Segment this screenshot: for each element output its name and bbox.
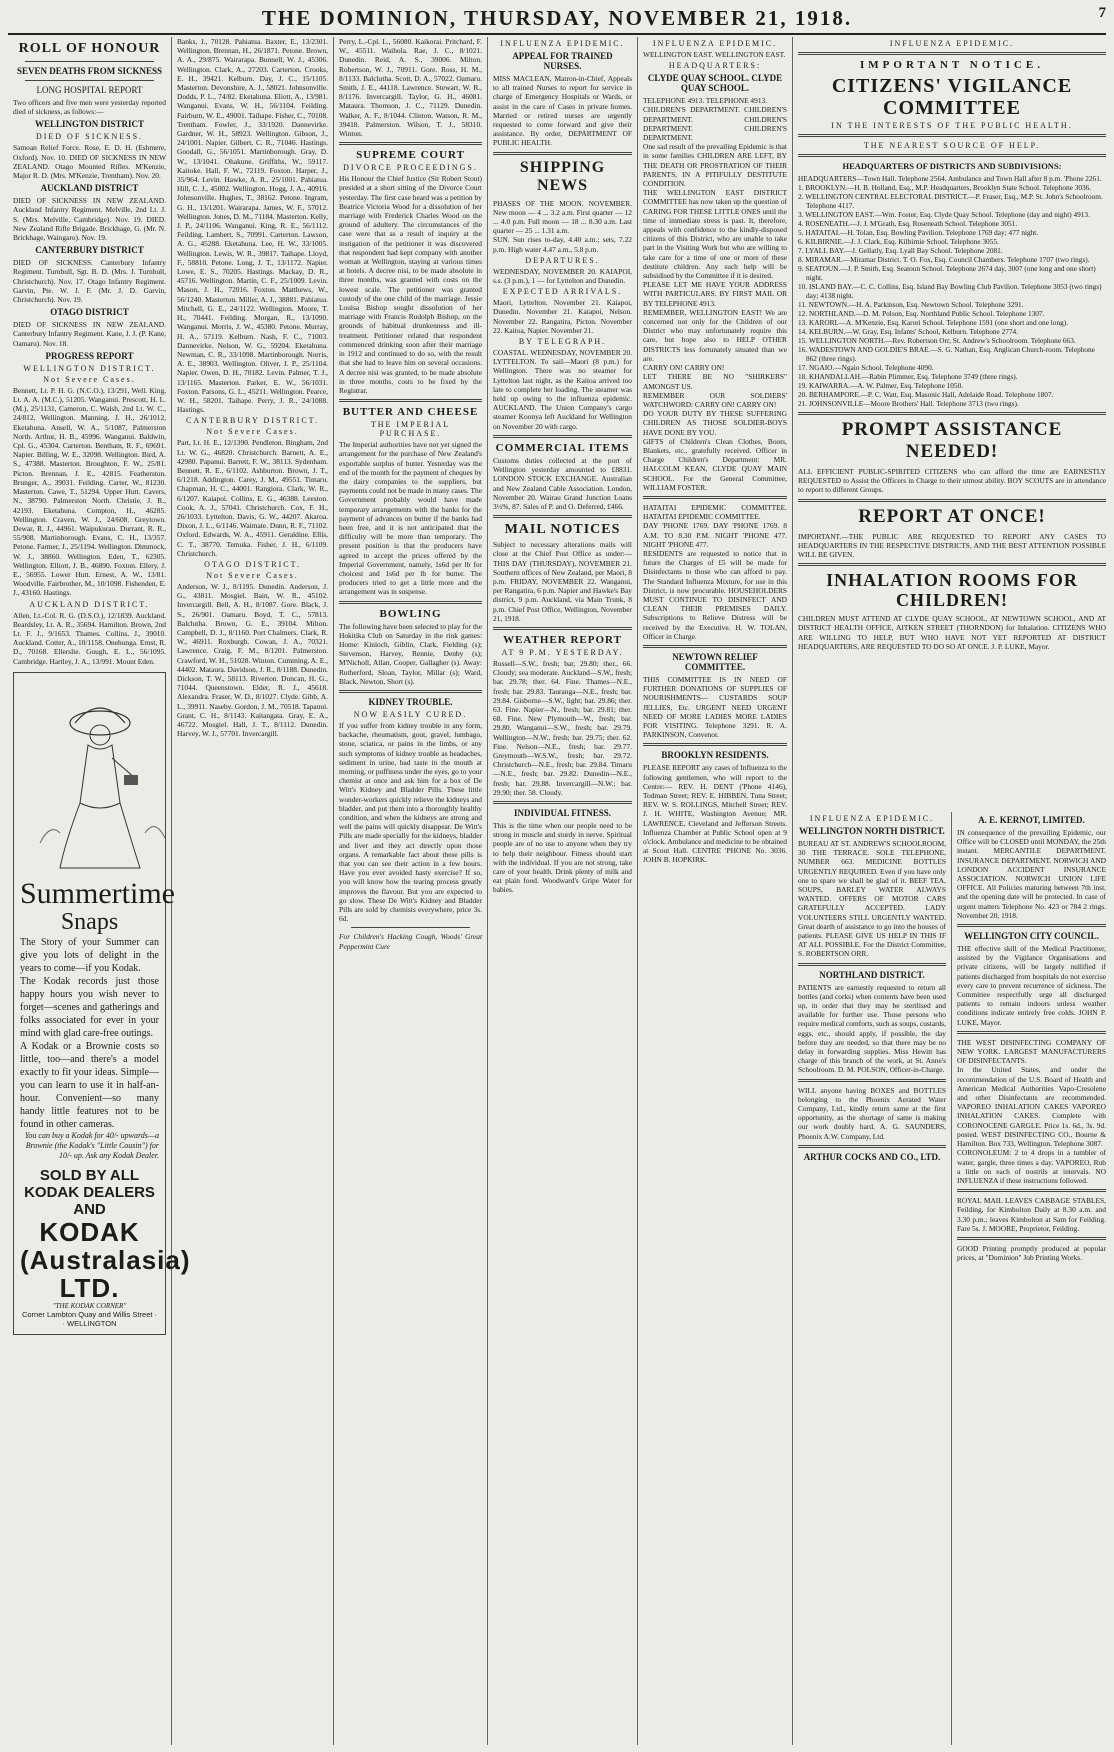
district-entry: 7. LYALL BAY.—J. Gellatly, Esq. Lyall Bay School. Telephone 2081.	[798, 246, 1003, 255]
do-your-duty: DO YOUR DUTY BY THESE SUFFERING CHILDREN AS THOSE SOLDIER-BOYS HAVE DONE BY YOU.	[643, 409, 787, 437]
column-3	[334, 37, 487, 1745]
district-entry: 3. WELLINGTON EAST.—Wm. Foster, Esq. Clyde Quay School. Telephone (day and night) 4913.	[798, 210, 1090, 219]
kodak-address: Corner Lambton Quay and Willis Street · · WELLINGTON	[21, 1309, 158, 1328]
residents: RESIDENTS are requested to notice that in future the Charges of £5 will be made for Disinfectants to those who can afford to pay. The Standard Influenza Mixture, for use in this District, is now procurable. HOUSEHOLDERS MUST CONTINUE TO DISINFECT AND CLEAN THEIR PREMISES DAILY. Subscriptions to Relieve Distress will be received by the Executive. H. W. TOLAN, Officer in Charge.	[643, 548, 787, 641]
butter-subtitle: THE IMPERIAL PURCHASE.	[370, 420, 451, 439]
important-notice: IMPORTANT NOTICE.	[860, 59, 1044, 71]
mail-title: MAIL NOTICES	[504, 522, 621, 538]
nurses-title: APPEAL FOR TRAINED NURSES.	[512, 51, 613, 71]
departures-head: DEPARTURES.	[525, 255, 600, 265]
phoenix-boxes: WILL anyone having BOXES and BOTTLES belonging to the Phoenix Aerated Water Company, Ltd., kindly return same at the first opportunity, as the shortage of same is making our work doubly hard. A. G. SAUNDERS, Phoenix A.W. Company, Ltd.	[798, 1085, 946, 1141]
city-council-title: WELLINGTON CITY COUNCIL.	[964, 931, 1099, 942]
disinfecting-company: THE WEST DISINFECTING COMPANY OF NEW YORK. LARGEST MANUFACTURERS OF DISINFECTANTS.	[957, 1037, 1106, 1066]
kidney-title: KIDNEY TROUBLE.	[368, 696, 453, 707]
prompt-body: ALL EFFICIENT PUBLIC-SPIRITED CITIZENS who can afford the time are EARNESTLY REQUESTED to Assist the Officers in Charge to their utmost ability. BOY SCOUTS are in attendance to report to different Groups.	[798, 467, 1106, 495]
column-5	[638, 37, 792, 1745]
not-severe-head: Not Severe Cases.	[206, 570, 299, 580]
masthead-rule	[8, 33, 1106, 35]
hataitai-committee: HATAITAI EPIDEMIC COMMITTEE. HATAITAI EPIDEMIC COMMITTEE.	[643, 502, 787, 522]
otago-progress-body: Anderson, W. J., 8/1195. Dunedin. Anderson, J. G., 43811. Mosgiel. Bain, W. R., 45102. Invercargill. Bell, A. H., 8/1087. Gore. Black, J. S., 26/901. Oamaru. Boyd, T. C., 57813. Balclutha. Brown, G. E., 39104. Milton. Campbell, D. J., 8/1160. Port Chalmers. Clark, R. W., 46911. Roxburgh. Cowan, J. A., 70321. Lawrence. Craig, F. M., 8/1201. Palmerston. Crawford, W. H., 51028. Winton. Cumming, A. E., 44402. Mataura. Davidson, J. R., 8/1188. Dunedin. Dickson, T. W., 58113. Riverton. Duncan, H. G., 71044. Queenstown. Elder, R. J., 45618. Alexandra. Fraser, W. D., 8/1027. Clyde. Gibb, A. L., 39911. Naseby. Gordon, J. M., 70518. Tapanui. Grant, C. H., 8/1143. Kaitangata. Gray, E. A., 46722. Mosgiel. Hall, J. T., 8/1112. Dunedin. Harvey, W. J., 57701. Invercargill.	[177, 581, 328, 739]
kidney-subtitle: NOW EASILY CURED.	[353, 709, 468, 719]
arthur-cocks-2: ARTHUR COCKS AND CO., LTD.	[803, 1151, 941, 1162]
kodak-advertisement	[13, 672, 191, 1335]
canterbury-body: DIED OF SICKNESS. Canterbury Infantry Regiment. Turnbull, Sgt. B. D. (Mrs. J. Turnbull, Christchurch). Nov. 17. Otago Infantry Regiment. Garvin, Pte. W. J. F. (Mr. J. D. Garvin, Christchurch). Nov. 19.	[13, 258, 166, 305]
influenza-head: INFLUENZA EPIDEMIC.	[889, 39, 1015, 48]
shipping-title: SHIPPING NEWS	[519, 158, 606, 194]
column-7-upper	[793, 37, 1111, 812]
roll-subtitle: SEVEN DEATHS FROM SICKNESS	[16, 66, 163, 76]
kernot-title: A. E. KERNOT, LIMITED.	[978, 815, 1085, 825]
kodak-paragraph: The Story of your Summer can give you lots of delight in the years to come—if you Kodak.	[20, 936, 159, 974]
column-7-lower	[952, 812, 1111, 1745]
newtown-relief: NEWTOWN RELIEF COMMITTEE.	[672, 651, 758, 672]
brooklyn-body: PLEASE REPORT any cases of Influenza to the following gentlemen, who will report to the Centre:— REV. H. DENT ('Phone 4146), Todman Street; REV. E. HIBBEN, Tuna Street; REV. W. S. ROLLINGS, Mitchell Street; REV. J. H. WHITE, Washington Avenue; MR. LAWRENCE, Cleveland and Jefferson Streets. Influenza Chamber at Public School open at 9 o'clock. Ambulance and medicine to be obtained at Scout Hall. CENTRE 'PHONE No. 3036. JOHN B. HOPKIRK.	[643, 763, 787, 865]
column-6	[793, 812, 951, 1745]
district-entry: 10. ISLAND BAY.—C. C. Collins, Esq. Island Bay Bowling Club Pavilion. Telephone 3053 (two rings) day; 4138 night.	[798, 282, 1102, 300]
telegraph-head: BY TELEGRAPH.	[518, 337, 607, 347]
page-number: 7	[1098, 5, 1106, 21]
commercial-title: COMMERCIAL ITEMS	[495, 441, 630, 454]
district-entry: 2. WELLINGTON CENTRAL ELECTORAL DISTRICT.—P. Fraser, Esq., M.P. St. John's Schoolroom. Telephone 4117.	[798, 192, 1103, 210]
auckland-body: DIED OF SICKNESS IN NEW ZEALAND. Auckland Infantry Regiment. Melville, 2nd Lt. J. S. (Mrs. Melville, Cambridge). Nov. 19. DIED. New Zealand Rifle Brigade. Brickhage, G. (Mr. N. Brickhage, Waingaro). Nov. 19.	[13, 196, 166, 243]
wellington-head: WELLINGTON DISTRICT	[34, 119, 145, 130]
good-printing: GOOD Printing promptly produced at popular prices, at "Dominion" Job Printing Works.	[957, 1243, 1106, 1263]
masthead	[0, 0, 1114, 30]
district-entry: 13. KARORI.—A. M'Kenzie, Esq. Karori School. Telephone 1591 (one short and one long).	[798, 318, 1068, 327]
supreme-court-body: His Honour the Chief Justice (Sir Robert Stout) presided at a short sitting of the Divorce Court yesterday. The first case heard was a petition by Beatrice Victoria Wood for a dissolution of her marriage with Frederick Charles Wood on the ground of adultery. The circumstances of the case were that as a result of inquiry at the instigation of the petitioner it was discovered that respondent had kept company with another woman at Wellington, staying at various times at hotels. A decree nisi, to be made absolute in three months, was granted with costs on the lowest scale. The petitioner was granted custody of the one child of the marriage. Jessie Louisa Bishop sought dissolution of her marriage with Francis Rudolph Bishop, on the grounds of habitual drunkenness and ill-treatment. Petitioner related that respondent commenced drinking soon after their marriage in 1912 and continued to do so, with the result that she had to leave him on several occasions. A decree nisi was granted, to be made absolute in three months, costs to be fixed by the Registrar.	[339, 174, 482, 395]
progress-head: PROGRESS REPORT	[45, 350, 134, 361]
casualty-list-a: Banks, J., 70128. Pahiatua. Baxter, E., 13/2301. Wellington. Brennan, H., 26/1871. Petone. Brown, A. A., 29/875. Wairarapa. Bunnell, W. J., 45306. Wellington. Clark, A., 27203. Carterton. Crooks, E. H., 39421. Kelburn. Day, J. C., 15/1105. Masterton. Devonshire, A. J., 58021. Johnsonville. Dodds, P. L., 74/82. Eketahuna. Eliott, A., 13/981. Wanganui. Evans, W. H., 56/1104. Feilding. Fairburn, W. E., 49001. Taihape. Fisher, C., 70108. Trentham. Fowler, J., 33/1920. Dannevirke. Gardner, W. H., 58923. Wellington. Gibson, J., 24/1001. Napier. Gilbert, C. R., 71046. Hastings. Goodall, G., 56/1051. Martinborough. Gray, D. W., 13/1041. Ohakune. Griffiths, W., 59117. Kaitoke. Hall, F. W., 72119. Foxton. Harper, J., 35/964. Levin. Hawke, A. R., 25/1001. Pahiatua. Hill, C. J., 45002. Wellington. Hogg, J. A., 40916. Johnsonville. Hughes, T., 38162. Petone. Ingram, G. H., 13/1201. Wairarapa. James, W. F., 57012. Wellington. Jones, D. M., 71184. Masterton. Kelly, J. P., 24/1106. Wanganui. King, R. E., 56/1112. Feilding. Lambert, S., 70991. Carterton. Lawson, A. G., 45288. Eketahuna. Lee, H. W., 33/1005. Wellington. Lewis, W. R., 39817. Taihape. Lloyd, F., 58810. Petone. Long, J. T., 13/1172. Napier. Lowe, E. S., 70205. Hastings. Mackay, D. R., 45716. Wellington. Martin, C. F., 25/1009. Levin. Mason, J. H., 72016. Foxton. Matthews, W., 56/1240. Masterton. Miller, A. J., 38881. Pahiatua. Mitchell, G. E., 24/1122. Wellington. Moore, T. H., 70441. Feilding. Morgan, R., 13/1090. Wanganui. Morris, J. W., 45380. Petone. Murray, H. A., 57119. Kelburn. Nash, F. C., 71003. Dannevirke. Nelson, W. G., 59204. Eketahuna. Newman, C. R., 33/1098. Martinborough. Norris, A. E., 38903. Wellington. Oliver, J. P., 25/1104. Napier. Owen, D. H., 70182. Levin. Palmer, T. J., 13/1165. Masterton. Parker, E. W., 56/1031. Foxton. Parsons, G. L., 45211. Wellington. Pearce, W. H., 58201. Taihape. Perry, J. R., 24/1088. Hastings.	[177, 37, 328, 415]
auckland-head: AUCKLAND DISTRICT	[40, 183, 139, 194]
district-entry: 11. NEWTOWN.—H. A. Parkinson, Esq. Newtown School. Telephone 3291.	[798, 300, 1024, 309]
district-entry: 1. BROOKLYN.—H. B. Holland, Esq., M.P. Headquarters, Brooklyn State School. Telephone 3036.	[798, 183, 1092, 192]
disinfecting-body: In the United States, and under the recommendation of the U.S. Board of Health and American Medical Authorities Vapo-Cresolene and other Disinfectants are recommended. VAPOREO INHALATION CAKES VAPOREO INHALATION CAKES. Complete with CORONOCENE GARGLE. Price 1s. 6d., 3s. 9d. posted. WEST DISINFECTING CO., Bourne & Hamilton. Box 733, Wellington. Telephone 3087.	[957, 1065, 1106, 1149]
council-body: THE effective skill of the Medical Practitioner, assisted by the Vigilance Organisations and private citizens, will be largely nullified if patients discharged from hospitals do not exercise every care to prevent recurrence of sickness. The Committee respectfully urge all discharged patients to remain indoors unless weather conditions indicate entirely free colds. JOHN P. LUKE, Mayor.	[957, 944, 1106, 1027]
fitness-body: This is the time when our people need to be strong in muscle and sturdy in nerve. Spiritual people are of no use to anyone when they try to help their neighbour. Fitness should start with the individual. If you are not strong, take care of your health. Drink plenty of milk and eat plain food. Woodward's Gripe Water for babies.	[493, 820, 632, 895]
northland-title: NORTHLAND DISTRICT.	[819, 969, 925, 980]
kodak-paragraph: The Kodak records just those happy hours you wish never to forget—scenes and gatherings and folks associated for ever in your mind with glad care-free outings.	[20, 975, 159, 1039]
influenza-head: INFLUENZA EPIDEMIC.	[652, 39, 778, 48]
district-entry: 15. WELLINGTON NORTH.—Rev. Robertson Orr, St. Andrew's Schoolroom. Telephone 663.	[798, 336, 1076, 345]
district-entry: 4. ROSENEATH.—J. J. M'Grath, Esq. Roseneath School. Telephone 3051.	[798, 219, 1018, 228]
royal-mail: ROYAL MAIL LEAVES CABBAGE STABLES, Feilding, for Kimbolton Daily at 8.30 a.m. and 3.30 p.m.; leaves Kimbolton at Sam for Feilding. Fare 5s. J. MOORE, Proprietor, Feilding.	[957, 1196, 1106, 1233]
district-entry: 8. MIRAMAR.—Miramar District. T. O. Fox, Esq. Council Chambers. Telephone 1707 (two rings).	[798, 255, 1090, 264]
weather-body: Russell—S.W., fresh; bar, 29.80; ther., 66. Cloudy; sea moderate. Auckland—S.W., fresh; bar. 29.78; ther. 64. Fine. Thames—N.E., fresh; bar. 29.83. Tauranga—N.E., fresh; bar. 29.84. Gisborne—S.W., light; bar. 29.86; ther. 63. Fine. Napier—N., fresh; bar. 29.81; ther. 68. Fine. New Plymouth—W., fresh; bar. 29.80. Wanganui—S.W., fresh; bar. 29.79. Wellington—N.W., fresh; bar. 29.75; ther. 62. Fine. Nelson—N.E., fresh; bar. 29.77. Greymouth—W.S.W., fresh; bar. 29.72. Christchurch—N.E., fresh; bar. 29.84. Timaru—N.E., fresh; bar. 29.82. Dunedin—N.E., fresh; bar. 29.88. Invercargill—N.W.; bar. 29.90; ther. 58. Cloudy.	[493, 658, 632, 797]
moon-phases: PHASES OF THE MOON. NOVEMBER. New moon — 4 ... 3.2 a.m. First quarter — 12 ... 4.0 p.m. Full moon — 18 ... 8.30 a.m. Last quarter — 25 ... 1.31 a.m.	[493, 198, 632, 236]
district-entry: 5. HATAITAI.—H. Tolan, Esq. Bowling Pavilion. Telephone 1769 day; 477 night.	[798, 228, 1039, 237]
district-entry: 16. WADESTOWN AND GOLDIE'S BRAE.—S. G. Nathan, Esq. Anglican Church-room. Telephone 862 (three rings).	[798, 345, 1095, 363]
inhalation-body: CHILDREN MUST ATTEND AT CLYDE QUAY SCHOOL, AT NEWTOWN SCHOOL, AND AT DISTRICT HEALTH OFFICE, AITKEN STREET (THORNDON) for Inhalation. CITIZENS WHO ARE WILLING TO HELP, BUT WHO HAVE NOT YET REPORTED AT DISTRICT HEADQUARTERS, ARE REQUESTED TO DO SO AT ONCE. J. P. LUKE, Mayor.	[798, 614, 1106, 651]
wellington-north-title: WELLINGTON NORTH DISTRICT.	[799, 826, 945, 836]
nurses-body: MISS MACLEAN, Matron-in-Chief, Appeals to all trained Nurses to report for service in charge of Emergency Hospitals or Wards, or assist in the care of Cases in private homes. Married or retired nurses are urgently requested to come forward and give their assistance. By order, DEPARTMENT OF PUBLIC HEALTH.	[493, 74, 632, 148]
casualty-list-b: Perry, L.-Cpl. L., 56080. Kaikorai. Pritchard, F. W., 45511. Waihola. Rae, J. C., 8/1021. Dunedin. Reid, A. S., 39006. Milton. Robertson, W. J., 70911. Gore. Ross, H. M., 8/1133. Balclutha. Scott, D. A., 57022. Oamaru. Smith, J. E., 44118. Lawrence. Stewart, W. R., 8/1176. Invercargill. Taylor, G. H., 46081. Mataura. Thomson, J. C., 71129. Dunedin. Walker, A. F., 8/1044. Clinton. Watson, R. M., 39418. Palmerston. Wilson, T. J., 58310. Winton.	[339, 37, 482, 139]
district-entry: 9. SEATOUN.—J. P. Smith, Esq. Seatoun School. Telephone 2674 day, 3007 (one long and one short) night.	[798, 264, 1096, 282]
otago-district-head: OTAGO DISTRICT.	[204, 559, 301, 569]
column-2	[172, 37, 333, 1745]
departures-body: WEDNESDAY, NOVEMBER 20. KAIAPOI, s.s. (3 p.m.), 1 — for Lyttelton and Dunedin.	[493, 266, 632, 286]
headquarters-title: HEADQUARTERS OF DISTRICTS AND SUBDIVISIONS:	[842, 161, 1062, 171]
clyde-quay: CLYDE QUAY SCHOOL. CLYDE QUAY SCHOOL.	[647, 73, 783, 94]
district-entry: 14. KELBURN.—W. Gray, Esq. Infants' School, Kelburn. Telephone 2774.	[798, 327, 1019, 336]
newtown-body: THIS COMMITTEE IS IN NEED OF FURTHER DONATIONS OF SUPPLIES OF NOURISHMENTS— CUSTARDS SOUP JELLIES, Etc. URGENT NEED URGENT NEED OF MORE LADIES MORE LADIES FOR VISITING. Telephone 3291. R. A. PARKINSON, Convenor.	[643, 674, 787, 740]
arrivals-head: EXPECTED ARRIVALS.	[502, 287, 623, 297]
progress-body: Bennett, Lt. P. H. G. (N.C.O.), 13/291, Well. King, Lt. A. A. (M.C.), 51205. Wanganui. Prescott, H. L. (M.), 25/1131, Cameron, C. Walsh, 2nd Lt. W. C., 24/812, Wellington. Manning, J. H., 26/1012, Eketahuna. Ansell, W. A., 5/1087, Palmerston North. Arthur, H. B., 45996. Wanganui. Baldwin, Cpl. G., 45304. Carterton. Bentham, R. F., 69691. Napier. Billing, W. E., 32098. Wellington. Bird, A. S., 47388. Masterton. Broughton, F. W., 25/81. Picton. Brennan, J. E., 42815. Featherston. Brunger, A., 39031. Feilding. Carter, W., 81230. Masterton. Cawe, T., 51294. Upper Hutt. Cavers, N., 38790. Palmerston North. Christie, J. R., 42193. Eketahuna. Compton, H., 46285. Wellington. Craven, W. J., 24/608. Greytown. Dewar, R. J., 44961. Waipukurau. Durrant, R. R., 55/908. Martinborough. Evans, C. H., 13/357. Petone. Farmer, J., 25/1194. Wellington. Dimmock, W. J., 38860. Wellington. Eden, T., 62305. Wellington. Elliott, J. B., 46890. Foxton. Ellery, J. E., 56955. Lower Hutt. Ernest, A. W., 13/81. Woodville. Fairbrother, M., 10/1098. Fishenden, E. J., 43160. Hastings.	[13, 385, 166, 598]
commercial-body: Customs duties collected at the port of Wellington yesterday amounted to £8831. LONDON STOCK EXCHANGE. Australian and New Zealand Cable Association. London, November 20. Wairau Grand Junction Loans 3½%, 87. Sales of P. and O. Deferred, £466.	[493, 455, 632, 511]
no-shirkers: LET THERE BE NO "SHIRKERS" AMONGST US.	[643, 372, 787, 391]
district-list	[798, 174, 1106, 408]
kodak-corner: "THE KODAK CORNER"	[52, 1301, 127, 1310]
district-entry: 19. KAIWARRA.—A. W. Palmer, Esq. Telephone 1050.	[798, 381, 964, 390]
influenza-head: INFLUENZA EPIDEMIC.	[809, 814, 935, 823]
northland-body: PATIENTS are earnestly requested to return all bottles (and corks) when contents have been used up, in order that they may be sterilised and available for further use. Those persons who require medical comforts, such as soups, custards, eggs, etc., should apply, if possible, the day before they are needed, so that there may be no delay in forwarding supplies. Miss Hewitt has charge of this branch of the work, at St. Anne's Schoolroom. D. M. POLSON, Officer-in-Charge.	[798, 982, 946, 1075]
column-1	[8, 37, 191, 1745]
column-4	[488, 37, 637, 1745]
childrens-department: CHILDREN'S DEPARTMENT. CHILDREN'S DEPARTMENT. CHILDREN'S DEPARTMENT. CHILDREN'S DEPARTMENT.	[643, 105, 787, 143]
district-entry: 21. JOHNSONVILLE—Moore Brothers' Hall. Telephone 3713 (two rings).	[798, 399, 1019, 408]
bowling-body: The following have been selected to play for the Hokitika Club on Saturday in the rink games: Home: Kinloch, Giblin, Clark, Fielding (s); Stevenson, Harvey, Rennie, Denby (s); M'Nicholl, Allan, Cooper, Gallagher (s). Away: Rutherford, Sloan, Taylor, Millar (s); Ward, Black, Newton, Short (s).	[339, 621, 482, 686]
inhalation-rooms: INHALATION ROOMS FOR CHILDREN!	[826, 570, 1078, 611]
prompt-assistance: PROMPT ASSISTANCE NEEDED!	[841, 419, 1063, 462]
telephone-4913: TELEPHONE 4913. TELEPHONE 4913.	[643, 96, 768, 106]
bowling-title: BOWLING	[379, 607, 442, 620]
remember-east: REMEMBER, WELLINGTON EAST! We are concerned not only for the Children of our District who may unfortunately require this care, but hope also to HELP OTHER DISTRICTS less fortunately situated than we are.	[643, 307, 787, 363]
weather-title: WEATHER REPORT	[503, 633, 622, 646]
roll-title: ROLL OF HONOUR	[18, 41, 161, 56]
spacer	[638, 37, 648, 1745]
influenza-head: INFLUENZA EPIDEMIC.	[500, 39, 625, 48]
district-entry: 17. NGAIO.—Ngaio School. Telephone 4090.	[798, 363, 934, 372]
kodak-company-name: KODAK (Australasia) LTD.	[20, 1216, 191, 1303]
east-committee: THE WELLINGTON EAST DISTRICT COMMITTEE has now taken up the question of CARING FOR THESE LITTLE ONES until the time of immediate stress is past. It, therefore, appeals with confidence to the kindly-disposed citizens of this District, who are unable to take part in the Visiting Work but who are willing to take care for a time of one or more of these destitute children. Any such help will be subsidised by the Committee if it is desired.	[643, 188, 787, 281]
nearest-help: THE NEAREST SOURCE OF HELP.	[863, 141, 1041, 150]
kidney-body: If you suffer from kidney trouble in any form, backache, rheumatism, gout, gravel, lumbago, stone, sciatica, or pains in the limbs, or any such symptoms of kidney trouble as headaches, sediment in urine, bad taste in the mouth at morning, or puffiness under the eyes, go to your chemist at once and ask him for a box of De Witt's Kidney and Bladder Pills. These little wonder-workers quickly relieve the kidneys and bladder, and put them into a thoroughly healthy condition, and when the kidneys are strong and well the pains will quickly disappear. De Witt's Pills are made specially for the kidneys, bladder and liver and they act directly upon those organs. A remarkable fact about these pills is that you can see their action in a few hours. Have you ever avoided hasty exercise? If so, you will know how the tearing process greatly improves the flavour. But you are expected to go slow. These De Witt's Kidney and Bladder Pills are sold by chemists everywhere, price 3s. 6d.	[339, 720, 482, 924]
divorce-subtitle: DIVORCE PROCEEDINGS.	[343, 163, 478, 173]
fitness-title: INDIVIDUAL FITNESS.	[513, 807, 612, 818]
canterbury-head: CANTERBURY DISTRICT	[35, 245, 144, 256]
interests-line: IN THE INTERESTS OF THE PUBLIC HEALTH.	[831, 121, 1073, 130]
otago-head: OTAGO DISTRICT	[50, 307, 129, 318]
not-severe-head: Not Severe Cases.	[206, 427, 299, 437]
kodak-headline-2: Snaps	[60, 908, 119, 935]
roll-list-title: LONG HOSPITAL REPORT	[36, 85, 143, 95]
died-sick-head: DIED OF SICKNESS.	[35, 132, 144, 142]
auckland-district-head: AUCKLAND DISTRICT.	[29, 599, 150, 609]
soldiers-watchword: REMEMBER OUR SOLDIERS' WATCHWORD: CARRY ON! CARRY ON!	[643, 390, 787, 409]
kodak-sold-by: SOLD BY ALL KODAK DEALERS AND	[24, 1166, 155, 1218]
wellington-east: WELLINGTON EAST. WELLINGTON EAST.	[643, 50, 786, 59]
district-entry: HEADQUARTERS—Town Hall. Telephone 2564. Ambulance and Town Hall after 8 p.m. 'Phone 2261.	[798, 174, 1102, 183]
wellington-body: Samoan Relief Force. Rose, E. D. H. (Eshmere, Oxford). Nov. 10. DIED OF SICKNESS IN NEW ZEALAND. Otago Mounted Rifles. M'Kenzie, Major R. D. (Mrs. M'Kenzie, Trentham). Nov. 20.	[13, 143, 166, 181]
butter-title: BUTTER AND CHEESE	[342, 406, 479, 419]
please-address: PLEASE LET ME HAVE YOUR ADDRESS WITH PARTICULARS. BY FIRST MAIL OR BY TELEPHONE 4913.	[643, 280, 787, 308]
sun-times: SUN. Sun rises to-day, 4.40 a.m.; sets, 7.22 p.m. High water 4.47 a.m., 5.8 p.m.	[493, 235, 632, 254]
coronoleum: CORONOLEUM: 2 to 4 drops in a tumbler of water, gargle, three times a day. VAPOREO, Rub a little on each of nostrils at intervals. NO INFLUENZA if these instructions followed.	[957, 1148, 1106, 1185]
not-severe-head: Not Severe Cases.	[43, 374, 136, 384]
brooklyn-residents: BROOKLYN RESIDENTS.	[661, 750, 769, 761]
citizens-title: CITIZENS' VIGILANCE COMMITTEE	[831, 75, 1073, 119]
district-entry: 18. KHANDALLAH.—Rabin Plimmer, Esq. Telephone 3749 (three rings).	[798, 372, 1018, 381]
auckland-progress-body: Allen, Lt.-Col. R. G. (D.S.O.), 12/1839. Auckland. Beardsley, Lt. A. R., 35694. Hamilton. Brown, 2nd Lt. F. J., 9/1653. Thames. Collins, J., 39010. Auckland. Cotter, A., 10/1158. Onehunga. Ernst, R. D., 70168. Ellerslie. Gough, E. L., 56/1095. Cambridge. Hartley, J. A., 13/991. Mount Eden.	[13, 610, 166, 666]
butter-body: The Imperial authorities have not yet signed the arrangement for the purchase of New Zealand's exportable surplus of butter. Yesterday was the end of the month for the payment of cheques by the dairy companies to the suppliers, but payments could not be made in many cases. The Government probably would have made temporary arrangements with the banks for the payment of advances on butter if the banks had been free, and it is not anticipated that the difficulty will be more than temporary. The present position is that the producers have agreed to accept the prices offered by the Imperial Government, namely, 1s6d per lb for choicest and 1s6d per lb for butter. The producers tried to get a little more and the arrangement was in suspense.	[339, 440, 482, 597]
kernot-body: IN consequence of the prevailing Epidemic, our Office will be CLOSED until MONDAY, the 25th instant. MERCANTILE DEPARTMENT. INSURANCE DEPARTMENT. NORWICH AND LONDON ACCIDENT INSURANCE ASSOCIATION. NORWICH UNION LIFE OFFICE. All Policies maturing between 7th inst. and the opening date will be protected. In case of urgent matters Telephone No. 423 or 784 2 rings. November 20, 1918.	[957, 828, 1106, 920]
wellington-district-head: WELLINGTON DISTRICT.	[23, 363, 156, 373]
kodak-headline-1: Summertime	[20, 876, 175, 910]
canterbury-progress-body: Part, Lt. H. E., 12/1390. Pendleton. Bingham, 2nd Lt. W. G., 46820. Christchurch. Barnett, A. E., 42980. Papanui. Barrett, F. W., 38113. Sydenham. Bennett, R. E., 6/1102. Ashburton. Brown, J. T., 6/1218. Addington. Carey, J. M., 49551. Timaru. Chapman, H. C., 44001. Rangiora. Clark, W. R., 6/1207. Kaiapoi. Collins, E. G., 46388. Leeston. Cook, A. J., 57041. Christchurch. Cox, F. H., 26/1033. Lyttelton. Davis, G. W., 44207. Akaroa. Dixon, J. L., 6/1146. Waimate. Dunn, R. F., 71102. Oxford. Edwards, W. A., 45911. Geraldine. Ellis, C. T., 38770. Temuka. Fisher, J. H., 6/1109. Christchurch.	[177, 438, 328, 558]
headquarters-label: HEADQUARTERS:	[668, 61, 762, 71]
gifts: GIFTS of Children's Clean Clothes, Boots, Blankets, etc., gratefully received. Officer in Charge Children's Department: MR. HALCOLM KEAN, CLYDE QUAY MAIN SCHOOL. For the General Committee, WILLIAM FOSTER.	[643, 436, 787, 492]
wellington-north-body: BUREAU AT ST. ANDREW'S SCHOOLROOM, 30 THE TERRACE. SOLE TELEPHONE, NUMBER 663. MEDICINE BOTTLES URGENTLY REQUIRED. Even if you have only one to spare we shall be glad of it. BEEF TEA, SOUPS, BARLEY WATER ALWAYS WANTED. OFFERS OF MOTOR CARS GRATEFULLY ACCEPTED. LADY VOLUNTEERS STILL URGENTLY WANTED. Great dearth of assistance to go into the houses of patients. PLEASE GIVE US HELP IN THIS IF AT ALL POSSIBLE. For the District Committee, S. ROBERTSON ORR.	[798, 839, 946, 959]
sad-result: One sad result of the prevailing Epidemic is that in some families CHILDREN ARE LEFT, BY THE DEATH OR PROSTRATION OF THEIR PARENTS, IN A PITIFULLY DESTITUTE CONDITION.	[643, 142, 787, 189]
masthead-title: THE DOMINION, THURSDAY, NOVEMBER 21, 1918.	[261, 6, 853, 30]
report-at-once: REPORT AT ONCE!	[858, 505, 1046, 527]
mail-body: Subject to necessary alterations mails will close at the Chief Post Office as under:— THIS DAY (THURSDAY), NOVEMBER 21. Southern offices of New Zealand, per Maori, 8 p.m. FRIDAY, NOVEMBER 22. Wanganui, per Rangatira, 6 p.m. Napier and Hawke's Bay district, 9 p.m. Auckland, via Main Trunk, 8 p.m. Chief Post Office, Wellington, November 21, 1918.	[493, 540, 632, 623]
canterbury-district-head: CANTERBURY DISTRICT.	[186, 416, 319, 426]
weather-subtitle: AT 9 P.M. YESTERDAY.	[501, 647, 624, 657]
district-entry: 20. BERHAMPORE.—P. C. Watt, Esq. Masonic Hall, Adelaide Road. Telephone 1807.	[798, 390, 1054, 399]
district-entry: 12. NORTHLAND.—D. M. Polson, Esq. Northland Public School. Telephone 1307.	[798, 309, 1045, 318]
arrivals-body: Maori, Lyttelton. November 21. Kaiapoi, Dunedin. November 21. Kaiapoi, Nelson. November 22. Rangatira, Picton. November 22. Kaitoa, Napier. November 21.	[493, 298, 632, 335]
kodak-paragraph: A Kodak or a Brownie costs so little, too—and there's a model exactly to fit your ideas. Simple—you can learn to use it in half-an-hour. Convenient—so many handy little features not to be found in other cameras.	[20, 1040, 159, 1130]
district-entry: 6. KILBIRNIE.—J. J. Clark, Esq. Kilbirnie School. Telephone 3055.	[798, 237, 999, 246]
hataitai-phones: DAY 'PHONE 1769. DAY 'PHONE 1769. 8 A.M. TO 8.30 P.M. NIGHT 'PHONE 477. NIGHT 'PHONE 477.	[643, 521, 787, 549]
woman-illustration	[20, 683, 159, 873]
otago-body: DIED OF SICKNESS IN NEW ZEALAND. Canterbury Infantry Regiment. Kane, J. J. (P. Kane, Oamaru). Nov. 18.	[13, 320, 166, 348]
cough-ad: For Children's Hacking Cough, Woods' Great Peppermint Cure	[339, 932, 482, 951]
kodak-price-note: You can buy a Kodak for 40/- upwards—a Brownie (the Kodak's "Little Cousin") for 10/- up. Ask any Kodak Dealer.	[24, 1130, 159, 1160]
telegraph-body: COASTAL. WEDNESDAY, NOVEMBER 20. LYTTELTON. To sail—Maori (8 p.m.) for Wellington. There was no steamer for Lyttelton last night, as the Kaitoa arrived too late to complete her loading. The steamer was held up owing to the influenza epidemic. AUCKLAND. The Union Company's cargo steamer Koonya left Auckland for Wellington on November 20 with cargo.	[493, 348, 632, 431]
roll-intro: Two officers and five men were yesterday reported died of sickness, as follows:—	[13, 98, 166, 117]
carry-on: CARRY ON! CARRY ON!	[643, 363, 725, 373]
supreme-court-title: SUPREME COURT	[356, 149, 465, 162]
report-body: IMPORTANT.—THE PUBLIC ARE REQUESTED TO REPORT ANY CASES TO HEADQUARTERS IN THE RESPECTIVE DISTRICTS, AND THE BEST ATTENTION POSSIBLE WILL BE GIVEN.	[798, 531, 1106, 560]
